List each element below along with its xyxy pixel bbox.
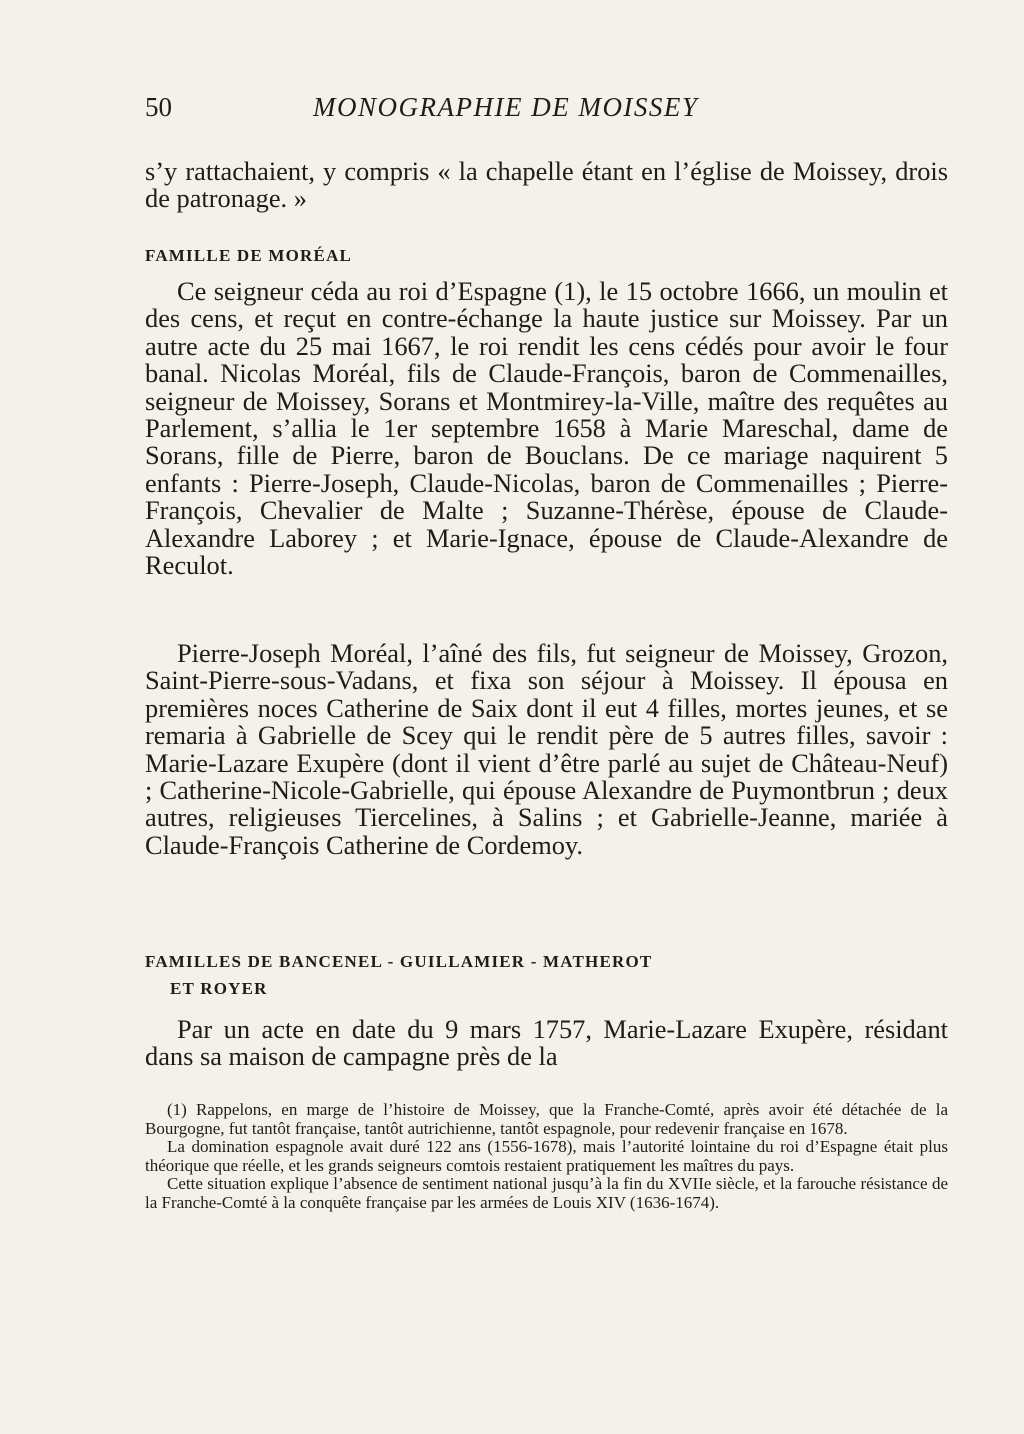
intro-paragraph: s’y rattachaient, y compris « la chapelle étant en l’église de Moissey, drois de patronage. » — [145, 156, 948, 214]
section-heading-moreal: FAMILLE DE MORÉAL — [145, 246, 353, 265]
footnotes — [145, 1101, 948, 1213]
section-heading-bancenel-line-1: FAMILLES DE BANCENEL - GUILLAMIER - MATHEROT — [145, 952, 653, 971]
footnote-2: La domination espagnole avait duré 122 ans (1556-1678), mais l’autorité lointaine du roi d’Espagne était plus théorique que réelle, et les grands seigneurs comtois restaient pratiquement les maîtres du pays. — [145, 1137, 948, 1175]
running-head — [145, 92, 945, 126]
moreal-paragraph-1: Ce seigneur céda au roi d’Espagne (1), le 15 octobre 1666, un moulin et des cens, et reçut en contre-échange la haute justice sur Moissey. Par un autre acte du 25 mai 1667, le roi rendit les cens cédés pour avoir le four banal. Nicolas Moréal, fils de Claude-François, baron de Commenailles, seigneur de Moissey, Sorans et Montmirey-la-Ville, maître des requêtes au Parlement, s’allia le 1er septembre 1658 à Marie Mareschal, dame de Sorans, fille de Pierre, baron de Bouclans. De ce mariage naquirent 5 enfants : Pierre-Joseph, Claude-Nicolas, baron de Commenailles ; Pierre-François, Chevalier de Malte ; Suzanne-Thérèse, épouse de Claude-Alexandre Laborey ; et Marie-Ignace, épouse de Claude-Alexandre de Reculot. — [145, 276, 948, 581]
moreal-paragraph-2: Pierre-Joseph Moréal, l’aîné des fils, fut seigneur de Moissey, Grozon, Saint-Pierre-sous-Vadans, et fixa son séjour à Moissey. Il épousa en premières noces Catherine de Saix dont il eut 4 filles, mortes jeunes, et se remaria à Gabrielle de Scey qui le rendit père de 5 autres filles, savoir : Marie-Lazare Exupère (dont il vient d’être parlé au sujet de Château-Neuf) ; Catherine-Nicole-Gabrielle, qui épouse Alexandre de Puymontbrun ; deux autres, religieuses Tiercelines, à Salins ; et Gabrielle-Jeanne, mariée à Claude-François Catherine de Cordemoy. — [145, 638, 948, 860]
running-title: MONOGRAPHIE DE MOISSEY — [313, 92, 699, 122]
bancenel-paragraph-1: Par un acte en date du 9 mars 1757, Marie-Lazare Exupère, résidant dans sa maison de campagne près de la — [145, 1014, 948, 1072]
section-heading-bancenel-line-2: ET ROYER — [170, 979, 268, 998]
footnote-3: Cette situation explique l’absence de sentiment national jusqu’à la fin du XVIIe siècle, et la farouche résistance de la Franche-Comté à la conquête française par les armées de Louis XIV (1636-1674). — [145, 1174, 948, 1212]
footnote-1: (1) Rappelons, en marge de l’histoire de Moissey, que la Franche-Comté, après avoir été détachée de la Bourgogne, fut tantôt française, tantôt autrichienne, tantôt espagnole, pour redevenir française en 1678. — [145, 1100, 948, 1138]
page-number: 50 — [145, 92, 172, 122]
